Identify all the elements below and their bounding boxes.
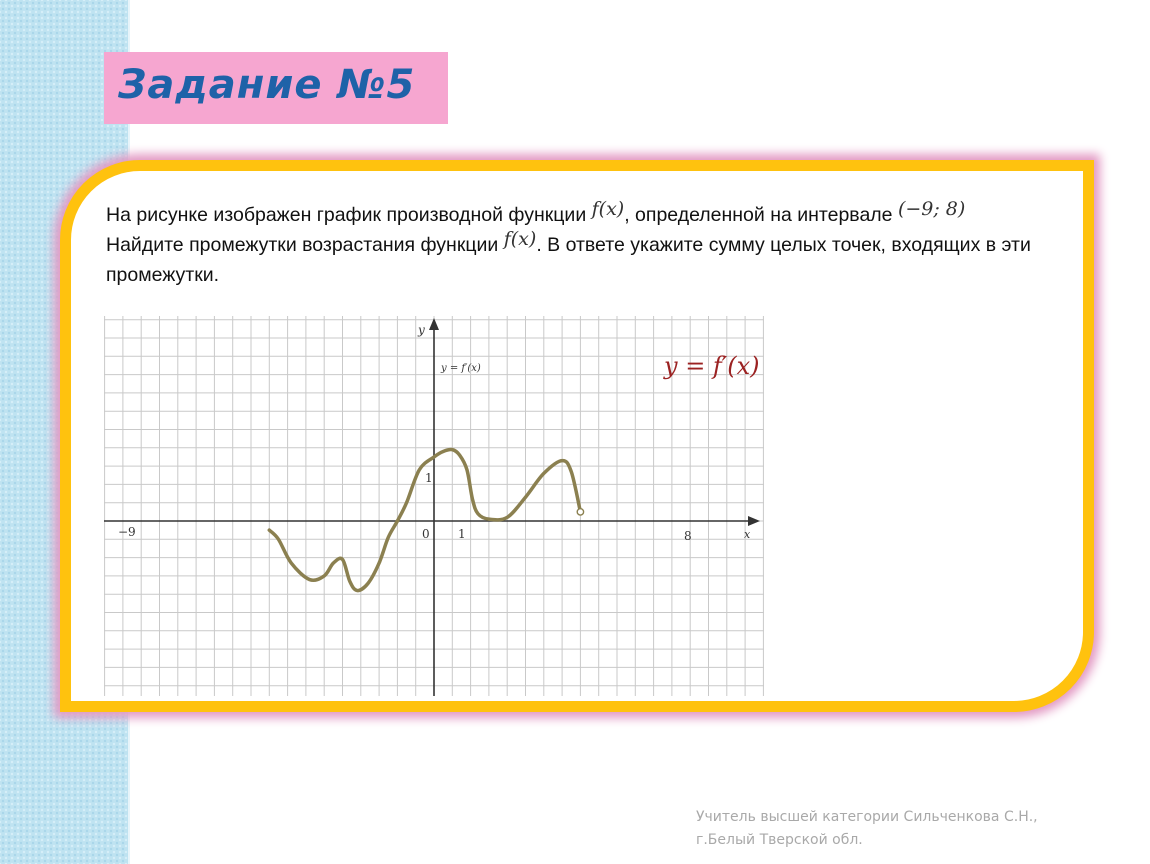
task-part1: На рисунке изображен график производной функции	[106, 204, 587, 226]
task-part3: Найдите промежутки возрастания функции	[106, 234, 499, 256]
tick-label-origin: 0	[422, 527, 430, 541]
author-credit	[696, 806, 1038, 852]
derivative-formula-label: y = f′(x)	[664, 352, 760, 380]
author-line-2: г.Белый Тверской обл.	[696, 832, 863, 848]
task-part2: , определенной на интервале	[624, 204, 893, 226]
tick-label-x-one: 1	[458, 527, 466, 541]
formula-f-of-x-2: f(x)	[503, 228, 537, 250]
slide-title: Задание №5	[118, 62, 416, 108]
task-part4: . В ответе укажите сумму целых точек, входящих в эти промежутки.	[106, 234, 1031, 286]
x-axis-arrow-icon	[748, 516, 760, 526]
tick-label-y-one: 1	[425, 471, 433, 485]
title-banner	[104, 52, 448, 124]
tick-label-x-end: 8	[684, 529, 692, 543]
formula-f-of-x: f(x)	[591, 198, 625, 220]
curve-label-small: y = f′(x)	[441, 363, 481, 374]
task-statement	[106, 200, 1096, 290]
open-endpoint-marker	[577, 509, 583, 515]
tick-label-x-start: −9	[118, 525, 136, 539]
y-axis-label: y	[418, 323, 425, 337]
interval-formula: (−9; 8)	[897, 198, 966, 220]
x-axis-label: x	[744, 528, 751, 541]
author-line-1: Учитель высшей категории Сильченкова С.Н.,	[696, 809, 1038, 825]
